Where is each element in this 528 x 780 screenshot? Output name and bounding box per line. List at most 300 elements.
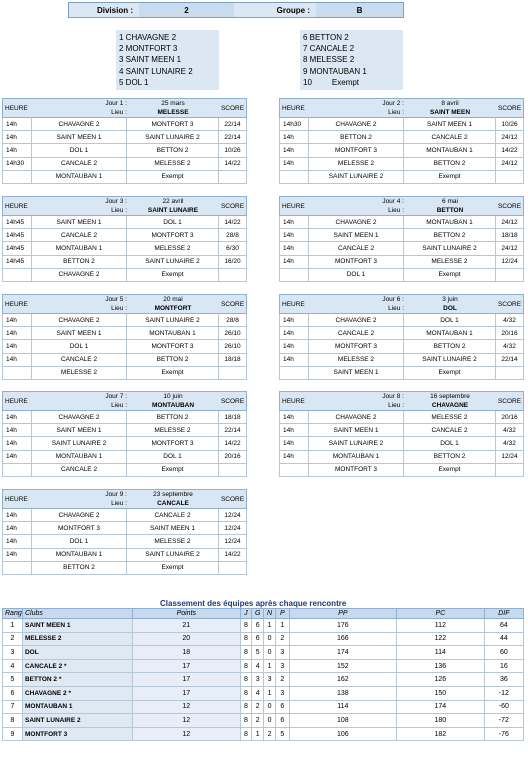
team-entry: 5 DOL 1 — [119, 77, 149, 87]
match-time: 14h — [3, 535, 32, 547]
home-team: CHAVAGNE 2 — [32, 314, 127, 326]
match-time — [280, 269, 309, 281]
ranking-rang: 3 — [3, 646, 23, 660]
home-team: CHAVAGNE 2 — [309, 216, 404, 228]
ranking-dif: -76 — [484, 727, 523, 741]
ranking-pc: 126 — [396, 673, 484, 687]
col-header-dif: DIF — [484, 609, 523, 619]
match-row — [2, 522, 247, 535]
home-team: CANCALE 2 — [32, 464, 127, 476]
home-team: BETTON 2 — [309, 131, 404, 143]
venue-name: DOL — [443, 305, 457, 312]
jour-label: Jour 4 : — [382, 198, 404, 205]
col-header-points: Points — [133, 609, 240, 619]
ranking-row — [3, 727, 524, 741]
away-team: SAINT LUNAIRE 2 — [127, 131, 219, 143]
team-entry: 3 SAINT MEEN 1 — [119, 55, 182, 65]
jour-date: 16 septembre — [430, 393, 470, 400]
match-score: 22/14 — [224, 120, 241, 128]
ranking-points: 17 — [133, 673, 240, 687]
match-row — [279, 437, 524, 450]
match-row — [279, 464, 524, 477]
ranking-row — [3, 673, 524, 687]
away-team: Exempt — [404, 269, 496, 281]
ranking-rang: 4 — [3, 659, 23, 673]
home-team: SAINT MEEN 1 — [32, 131, 127, 143]
home-team: MONTAUBAN 1 — [32, 549, 127, 561]
away-team: MELESSE 2 — [127, 158, 219, 170]
match-score: 4/32 — [503, 426, 516, 434]
score-header: SCORE — [220, 202, 245, 210]
home-team: SAINT LUNAIRE 2 — [309, 171, 404, 183]
ranking-p: 6 — [275, 700, 289, 714]
match-score: 28/8 — [226, 231, 239, 239]
ranking-row — [3, 659, 524, 673]
match-score — [496, 171, 523, 183]
team-entry: 1 CHAVAGNE 2 — [119, 33, 177, 42]
away-team: SAINT MEEN 1 — [127, 522, 219, 534]
day-info — [309, 99, 496, 117]
day-info — [32, 197, 219, 215]
col-header-g: G — [252, 609, 264, 619]
home-team: CANCALE 2 — [309, 327, 404, 339]
match-time: 14h — [280, 411, 309, 423]
teams-list-left — [116, 30, 219, 90]
ranking-n: 1 — [264, 659, 276, 673]
heure-header: HEURE — [282, 397, 305, 405]
away-team: SAINT LUNAIRE 2 — [404, 354, 496, 366]
jour-label: Jour 1 : — [105, 100, 127, 107]
match-row — [279, 411, 524, 424]
home-team: CHAVAGNE 2 — [32, 509, 127, 521]
match-score: 6/30 — [226, 244, 239, 252]
match-row — [2, 562, 247, 575]
ranking-p: 2 — [275, 632, 289, 646]
match-score: 12/24 — [501, 258, 518, 266]
venue-name: SAINT MEEN — [429, 109, 471, 116]
away-team: MONTAUBAN 1 — [127, 327, 219, 339]
away-team: SAINT LUNAIRE 2 — [127, 549, 219, 561]
match-time: 14h — [3, 340, 32, 352]
ranking-j: 8 — [240, 619, 252, 633]
away-team: Exempt — [127, 367, 219, 379]
ranking-n: 0 — [264, 632, 276, 646]
match-row — [2, 451, 247, 464]
home-team: MONTAUBAN 1 — [32, 451, 127, 463]
match-row — [279, 131, 524, 144]
away-team: MONTFORT 3 — [127, 340, 219, 352]
lieu-label: Lieu : — [111, 207, 127, 214]
match-time: 14h — [280, 354, 309, 366]
match-row — [279, 216, 524, 229]
ranking-p: 1 — [275, 619, 289, 633]
match-time: 14h — [280, 256, 309, 268]
match-time: 14h — [3, 314, 32, 326]
match-time: 14h — [3, 411, 32, 423]
match-time: 14h — [3, 118, 32, 130]
away-team: DOL 1 — [127, 451, 219, 463]
ranking-pc: 136 — [396, 659, 484, 673]
ranking-p: 6 — [275, 714, 289, 728]
match-time: 14h30 — [3, 158, 32, 170]
match-row — [279, 158, 524, 171]
ranking-rang: 5 — [3, 673, 23, 687]
ranking-club: CHAVAGNE 2 * — [22, 686, 132, 700]
score-header: SCORE — [220, 495, 245, 503]
day-info — [309, 295, 496, 313]
home-team: CANCALE 2 — [32, 229, 127, 241]
away-team: MONTFORT 3 — [127, 229, 219, 241]
ranking-g: 4 — [252, 659, 264, 673]
home-team: MONTFORT 3 — [309, 256, 404, 268]
ranking-pc: 112 — [396, 619, 484, 633]
home-team: DOL 1 — [32, 144, 127, 156]
ranking-pp: 176 — [289, 619, 396, 633]
match-time: 14h — [3, 437, 32, 449]
home-team: MELESSE 2 — [32, 367, 127, 379]
jour-label: Jour 7 : — [105, 393, 127, 400]
day-info — [32, 99, 219, 117]
ranking-j: 8 — [240, 700, 252, 714]
ranking-title: Classement des équipes après chaque rencontre — [160, 599, 347, 608]
home-team: DOL 1 — [32, 340, 127, 352]
jour-date: 20 mai — [163, 296, 183, 303]
match-time: 14h — [280, 144, 309, 156]
ranking-dif: 44 — [484, 632, 523, 646]
home-team: SAINT LUNAIRE 2 — [309, 437, 404, 449]
match-time — [3, 171, 32, 183]
match-score: 4/32 — [503, 439, 516, 447]
ranking-p: 3 — [275, 646, 289, 660]
ranking-dif: -12 — [484, 686, 523, 700]
ranking-points: 12 — [133, 714, 240, 728]
match-row — [279, 354, 524, 367]
match-score: 22/14 — [501, 356, 518, 364]
away-team: MELESSE 2 — [404, 256, 496, 268]
ranking-j: 8 — [240, 686, 252, 700]
score-header: SCORE — [497, 202, 522, 210]
ranking-n: 0 — [264, 714, 276, 728]
ranking-j: 8 — [240, 659, 252, 673]
day-schedule-2 — [279, 98, 524, 184]
match-score: 12/24 — [224, 524, 241, 532]
division-value: 2 — [139, 3, 234, 17]
away-team: DOL 1 — [127, 216, 219, 228]
score-header: SCORE — [220, 300, 245, 308]
day-header — [279, 391, 524, 411]
match-row — [2, 464, 247, 477]
ranking-n: 0 — [264, 700, 276, 714]
match-score: 24/12 — [501, 244, 518, 252]
day-schedule-6 — [279, 294, 524, 380]
away-team: DOL 1 — [404, 314, 496, 326]
match-row — [2, 269, 247, 282]
match-score: 10/26 — [501, 120, 518, 128]
home-team: CHAVAGNE 2 — [32, 411, 127, 423]
ranking-g: 1 — [252, 727, 264, 741]
away-team: BETTON 2 — [404, 340, 496, 352]
match-row — [279, 367, 524, 380]
day-info — [32, 490, 219, 508]
venue-name: CANCALE — [157, 500, 189, 507]
home-team: MONTAUBAN 1 — [32, 171, 127, 183]
match-time: 14h — [280, 314, 309, 326]
home-team: MONTFORT 3 — [309, 144, 404, 156]
ranking-row — [3, 646, 524, 660]
ranking-row — [3, 714, 524, 728]
groupe-label: Groupe : — [276, 5, 310, 15]
score-header: SCORE — [497, 104, 522, 112]
day-schedule-8 — [279, 391, 524, 477]
ranking-pc: 150 — [396, 686, 484, 700]
team-entry: 8 MELESSE 2 — [303, 55, 355, 65]
col-header-clubs: Clubs — [22, 609, 132, 619]
match-row — [2, 411, 247, 424]
ranking-j: 8 — [240, 646, 252, 660]
ranking-club: MELESSE 2 — [22, 632, 132, 646]
ranking-dif: -60 — [484, 700, 523, 714]
ranking-pp: 166 — [289, 632, 396, 646]
match-time: 14h — [3, 549, 32, 561]
match-score — [219, 367, 246, 379]
match-row — [279, 451, 524, 464]
day-header — [2, 391, 247, 411]
match-time: 14h45 — [3, 256, 32, 268]
match-score — [496, 269, 523, 281]
match-row — [279, 256, 524, 269]
match-row — [279, 424, 524, 437]
home-team: DOL 1 — [309, 269, 404, 281]
match-score: 22/14 — [224, 426, 241, 434]
col-header-pp: PP — [289, 609, 396, 619]
match-time: 14h — [280, 451, 309, 463]
match-row — [2, 118, 247, 131]
day-info — [32, 295, 219, 313]
venue-name: SAINT LUNAIRE — [147, 207, 199, 214]
match-time: 14h — [3, 509, 32, 521]
match-score: 10/26 — [224, 146, 241, 154]
match-row — [2, 216, 247, 229]
match-score — [219, 464, 246, 476]
ranking-g: 4 — [252, 686, 264, 700]
match-row — [2, 256, 247, 269]
match-row — [279, 314, 524, 327]
match-score: 14/22 — [224, 439, 241, 447]
heure-header: HEURE — [5, 397, 28, 405]
match-score — [219, 171, 246, 183]
day-header — [279, 98, 524, 118]
home-team: MELESSE 2 — [309, 158, 404, 170]
match-score — [219, 269, 246, 281]
day-info — [309, 392, 496, 410]
match-score: 4/32 — [503, 316, 516, 324]
col-header-j: J — [240, 609, 252, 619]
ranking-dif: -72 — [484, 714, 523, 728]
day-header — [279, 294, 524, 314]
match-time — [3, 367, 32, 379]
ranking-p: 3 — [275, 686, 289, 700]
ranking-row — [3, 686, 524, 700]
away-team: MELESSE 2 — [127, 424, 219, 436]
home-team: MONTAUBAN 1 — [309, 451, 404, 463]
match-score — [496, 464, 523, 476]
match-score: 18/18 — [501, 231, 518, 239]
match-time: 14h — [3, 354, 32, 366]
heure-header: HEURE — [5, 300, 28, 308]
match-score: 20/16 — [501, 413, 518, 421]
ranking-dif: 36 — [484, 673, 523, 687]
match-time: 14h — [3, 131, 32, 143]
away-team: CANCALE 2 — [404, 131, 496, 143]
ranking-table — [2, 608, 524, 741]
ranking-points: 17 — [133, 659, 240, 673]
team-entry: 7 CANCALE 2 — [303, 44, 355, 54]
ranking-pp: 138 — [289, 686, 396, 700]
ranking-rang: 7 — [3, 700, 23, 714]
match-score: 26/10 — [224, 329, 241, 337]
day-schedule-4 — [279, 196, 524, 282]
home-team: BETTON 2 — [32, 562, 127, 574]
away-team: CANCALE 2 — [127, 509, 219, 521]
score-header: SCORE — [220, 397, 245, 405]
day-info — [309, 197, 496, 215]
home-team: MONTFORT 3 — [32, 522, 127, 534]
away-team: SAINT MEEN 1 — [404, 118, 496, 130]
heure-header: HEURE — [5, 104, 28, 112]
ranking-p: 2 — [275, 673, 289, 687]
match-time: 14h — [3, 327, 32, 339]
away-team: MONTAUBAN 1 — [404, 144, 496, 156]
ranking-rang: 8 — [3, 714, 23, 728]
away-team: MONTAUBAN 1 — [404, 216, 496, 228]
match-row — [279, 118, 524, 131]
match-time: 14h — [280, 327, 309, 339]
ranking-j: 8 — [240, 632, 252, 646]
ranking-row — [3, 700, 524, 714]
ranking-g: 2 — [252, 714, 264, 728]
match-score: 12/24 — [224, 511, 241, 519]
ranking-club: BETTON 2 * — [22, 673, 132, 687]
match-time: 14h — [3, 144, 32, 156]
away-team: Exempt — [404, 171, 496, 183]
match-score: 12/24 — [501, 453, 518, 461]
away-team: BETTON 2 — [404, 451, 496, 463]
match-score: 24/12 — [501, 218, 518, 226]
match-score: 20/16 — [501, 329, 518, 337]
ranking-club: MONTFORT 3 — [22, 727, 132, 741]
away-team: BETTON 2 — [404, 229, 496, 241]
match-time: 14h — [280, 242, 309, 254]
ranking-g: 2 — [252, 700, 264, 714]
match-score: 16/20 — [224, 258, 241, 266]
away-team: SAINT LUNAIRE 2 — [127, 314, 219, 326]
venue-name: CHAVAGNE — [431, 402, 469, 409]
match-time — [3, 269, 32, 281]
ranking-club: SAINT MEEN 1 — [22, 619, 132, 633]
ranking-g: 6 — [252, 632, 264, 646]
match-row — [2, 327, 247, 340]
match-row — [2, 424, 247, 437]
away-team: MONTAUBAN 1 — [404, 327, 496, 339]
match-row — [279, 171, 524, 184]
jour-date: 8 avril — [441, 100, 459, 107]
home-team: SAINT LUNAIRE 2 — [32, 437, 127, 449]
ranking-g: 3 — [252, 673, 264, 687]
away-team: MONTFORT 3 — [127, 118, 219, 130]
ranking-p: 5 — [275, 727, 289, 741]
ranking-points: 17 — [133, 686, 240, 700]
ranking-pp: 152 — [289, 659, 396, 673]
match-row — [2, 158, 247, 171]
ranking-pc: 182 — [396, 727, 484, 741]
lieu-label: Lieu : — [111, 305, 127, 312]
home-team: MELESSE 2 — [309, 354, 404, 366]
lieu-label: Lieu : — [388, 305, 404, 312]
ranking-dif: 60 — [484, 646, 523, 660]
ranking-club: DOL — [22, 646, 132, 660]
lieu-label: Lieu : — [388, 207, 404, 214]
match-row — [2, 437, 247, 450]
heure-header: HEURE — [5, 495, 28, 503]
match-time — [280, 464, 309, 476]
col-header-n: N — [264, 609, 276, 619]
col-header-pc: PC — [396, 609, 484, 619]
venue-name: BETTON — [436, 207, 464, 214]
ranking-pp: 114 — [289, 700, 396, 714]
match-score: 20/16 — [224, 453, 241, 461]
match-time: 14h — [3, 424, 32, 436]
match-row — [2, 340, 247, 353]
match-time: 14h — [280, 158, 309, 170]
home-team: MONTAUBAN 1 — [32, 242, 127, 254]
team-entry: 4 SAINT LUNAIRE 2 — [119, 66, 193, 76]
home-team: SAINT MEEN 1 — [32, 327, 127, 339]
heure-header: HEURE — [282, 104, 305, 112]
day-header — [2, 489, 247, 509]
match-row — [2, 549, 247, 562]
day-schedule-1 — [2, 98, 247, 184]
home-team: MONTFORT 3 — [309, 340, 404, 352]
heure-header: HEURE — [282, 202, 305, 210]
ranking-dif: 16 — [484, 659, 523, 673]
home-team: SAINT MEEN 1 — [309, 367, 404, 379]
home-team: MONTFORT 3 — [309, 464, 404, 476]
match-time: 14h — [280, 424, 309, 436]
match-row — [2, 131, 247, 144]
match-time — [3, 464, 32, 476]
ranking-g: 6 — [252, 619, 264, 633]
ranking-j: 8 — [240, 673, 252, 687]
col-header-p: P — [275, 609, 289, 619]
heure-header: HEURE — [5, 202, 28, 210]
ranking-n: 1 — [264, 619, 276, 633]
match-time: 14h45 — [3, 229, 32, 241]
match-time: 14h — [280, 216, 309, 228]
home-team: CHAVAGNE 2 — [309, 314, 404, 326]
match-row — [279, 242, 524, 255]
match-row — [2, 229, 247, 242]
score-header: SCORE — [497, 300, 522, 308]
match-time: 14h — [280, 340, 309, 352]
home-team: CHAVAGNE 2 — [32, 118, 127, 130]
jour-date: 25 mars — [161, 100, 185, 107]
match-score: 4/32 — [503, 342, 516, 350]
ranking-row — [3, 632, 524, 646]
match-time: 14h — [3, 522, 32, 534]
match-row — [2, 314, 247, 327]
match-score: 24/12 — [501, 160, 518, 168]
ranking-n: 3 — [264, 673, 276, 687]
